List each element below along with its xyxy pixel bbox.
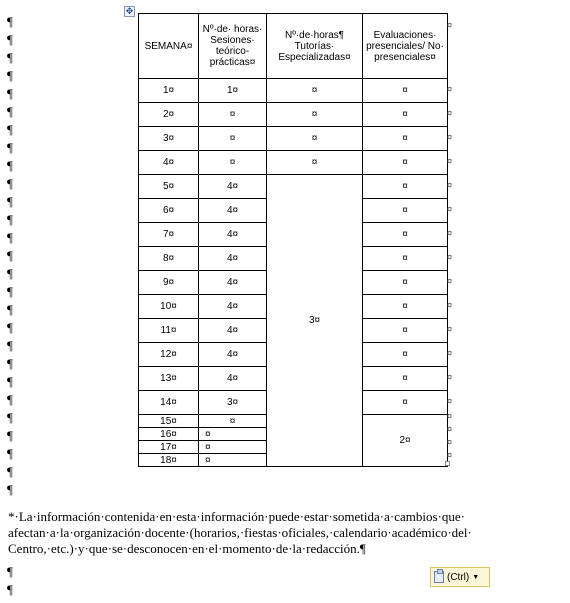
pilcrow: ¶ bbox=[7, 86, 13, 101]
table-resize-handle[interactable] bbox=[445, 461, 450, 466]
cell-semana[interactable]: 5¤ bbox=[139, 175, 199, 199]
pilcrow: ¶ bbox=[7, 248, 13, 263]
pilcrow: ¶ bbox=[7, 32, 13, 47]
cell-evaluaciones[interactable]: ¤ bbox=[363, 199, 448, 223]
cell-horas[interactable]: 4¤ bbox=[199, 247, 267, 271]
cell-evaluaciones[interactable]: ¤ bbox=[363, 103, 448, 127]
pilcrow: ¶ bbox=[7, 266, 13, 281]
cell-semana[interactable]: 11¤ bbox=[139, 319, 199, 343]
end-of-row-mark: ¤ bbox=[447, 450, 453, 460]
pilcrow: ¶ bbox=[7, 68, 13, 83]
pilcrow: ¶ bbox=[7, 302, 13, 317]
cell-horas[interactable]: 3¤ bbox=[199, 391, 267, 415]
pilcrow: ¶ bbox=[7, 582, 13, 597]
cell-semana[interactable]: 18¤ bbox=[139, 454, 199, 467]
end-of-row-mark: ¤ bbox=[447, 411, 453, 421]
pilcrow: ¶ bbox=[7, 14, 13, 29]
end-of-row-mark: ¤ bbox=[447, 300, 453, 310]
pilcrow: ¶ bbox=[7, 464, 13, 479]
end-of-row-mark: ¤ bbox=[447, 437, 453, 447]
end-of-row-mark: ¤ bbox=[447, 132, 453, 142]
cell-horas[interactable]: 4¤ bbox=[199, 319, 267, 343]
paste-options-label: (Ctrl) bbox=[447, 571, 470, 583]
pilcrow: ¶ bbox=[7, 104, 13, 119]
end-of-row-mark: ¤ bbox=[447, 156, 453, 166]
table-row bbox=[139, 79, 448, 103]
cell-horas[interactable]: 4¤ bbox=[199, 175, 267, 199]
end-of-row-mark: ¤ bbox=[447, 108, 453, 118]
cell-semana[interactable]: 1¤ bbox=[139, 79, 199, 103]
cell-evaluaciones[interactable]: ¤ bbox=[363, 319, 448, 343]
cell-horas[interactable]: 4¤ bbox=[199, 343, 267, 367]
end-of-row-mark: ¤ bbox=[447, 396, 453, 406]
end-of-row-mark: ¤ bbox=[447, 204, 453, 214]
pilcrow: ¶ bbox=[7, 320, 13, 335]
cell-horas[interactable]: 4¤ bbox=[199, 223, 267, 247]
pilcrow: ¶ bbox=[7, 564, 13, 579]
cell-horas[interactable]: 1¤ bbox=[199, 79, 267, 103]
schedule-table bbox=[138, 13, 448, 467]
cell-tutorias[interactable]: ¤ bbox=[267, 127, 363, 151]
table-row bbox=[139, 175, 448, 199]
pilcrow: ¶ bbox=[7, 356, 13, 371]
pilcrow: ¶ bbox=[7, 338, 13, 353]
cell-semana[interactable]: 7¤ bbox=[139, 223, 199, 247]
cell-horas[interactable]: ¤ bbox=[199, 415, 267, 428]
cell-semana[interactable]: 9¤ bbox=[139, 271, 199, 295]
cell-horas[interactable]: ¤ bbox=[199, 127, 267, 151]
pilcrow: ¶ bbox=[7, 194, 13, 209]
cell-horas[interactable]: 4¤ bbox=[199, 367, 267, 391]
disclaimer-note: *·La·información·contenida·en·esta·información·puede·estar·sometida·a·cambios·que· afectan·a·la·organización·docente·(horarios,·fiestas·oficiales,·calendario·académico·del· Centro,·etc.)·y·que·se·desconocen·en·el·momento·de·la·redacción.¶ bbox=[8, 509, 472, 556]
clipboard-icon bbox=[434, 571, 444, 583]
cell-tutorias[interactable]: ¤ bbox=[267, 103, 363, 127]
cell-semana[interactable]: 12¤ bbox=[139, 343, 199, 367]
cell-semana[interactable]: 8¤ bbox=[139, 247, 199, 271]
cell-semana[interactable]: 17¤ bbox=[139, 441, 199, 454]
end-of-row-mark: ¤ bbox=[447, 372, 453, 382]
cell-tutorias[interactable]: ¤ bbox=[267, 79, 363, 103]
end-of-row-mark: ¤ bbox=[447, 252, 453, 262]
cell-semana[interactable]: 4¤ bbox=[139, 151, 199, 175]
end-of-row-mark: ¤ bbox=[447, 276, 453, 286]
end-of-row-mark: ¤ bbox=[447, 324, 453, 334]
cell-evaluaciones[interactable]: ¤ bbox=[363, 127, 448, 151]
pilcrow: ¶ bbox=[7, 410, 13, 425]
cell-horas[interactable]: ¤ bbox=[199, 441, 267, 454]
cell-semana[interactable]: 16¤ bbox=[139, 428, 199, 441]
end-of-row-mark: ¤ bbox=[447, 228, 453, 238]
pilcrow: ¶ bbox=[7, 392, 13, 407]
cell-horas[interactable]: 4¤ bbox=[199, 295, 267, 319]
cell-semana[interactable]: 6¤ bbox=[139, 199, 199, 223]
cell-tutorias[interactable]: ¤ bbox=[267, 151, 363, 175]
cell-evaluaciones[interactable]: ¤ bbox=[363, 367, 448, 391]
table-row bbox=[139, 127, 448, 151]
header-evaluaciones[interactable]: Evaluaciones· presenciales/ No· presenciales¤ bbox=[363, 14, 448, 79]
end-of-row-mark: ¤ bbox=[447, 84, 453, 94]
pilcrow: ¶ bbox=[7, 482, 13, 497]
pilcrow: ¶ bbox=[7, 158, 13, 173]
header-semana[interactable]: SEMANA¤ bbox=[139, 14, 199, 79]
cell-evaluaciones[interactable]: ¤ bbox=[363, 343, 448, 367]
pilcrow: ¶ bbox=[7, 50, 13, 65]
cell-semana[interactable]: 15¤ bbox=[139, 415, 199, 428]
cell-horas[interactable]: 4¤ bbox=[199, 271, 267, 295]
pilcrow: ¶ bbox=[7, 212, 13, 227]
cell-evaluaciones[interactable]: ¤ bbox=[363, 391, 448, 415]
end-of-row-mark: ¤ bbox=[447, 424, 453, 434]
cell-semana[interactable]: 10¤ bbox=[139, 295, 199, 319]
pilcrow: ¶ bbox=[7, 428, 13, 443]
cell-evaluaciones[interactable]: ¤ bbox=[363, 271, 448, 295]
paste-options-button[interactable] bbox=[430, 567, 490, 587]
pilcrow: ¶ bbox=[7, 374, 13, 389]
header-horas-sesiones[interactable]: Nº·de· horas· Sesiones· teórico- prácticas¤ bbox=[199, 14, 267, 79]
cell-semana[interactable]: 3¤ bbox=[139, 127, 199, 151]
end-of-row-mark: ¤ bbox=[447, 20, 453, 30]
pilcrow: ¶ bbox=[7, 230, 13, 245]
cell-evaluaciones[interactable]: ¤ bbox=[363, 247, 448, 271]
cell-horas[interactable]: ¤ bbox=[199, 454, 267, 467]
cell-evaluaciones[interactable]: ¤ bbox=[363, 79, 448, 103]
cell-semana[interactable]: 2¤ bbox=[139, 103, 199, 127]
pilcrow: ¶ bbox=[7, 122, 13, 137]
cell-horas[interactable]: 4¤ bbox=[199, 199, 267, 223]
cell-horas[interactable]: ¤ bbox=[199, 103, 267, 127]
pilcrow: ¶ bbox=[7, 176, 13, 191]
cell-evaluaciones[interactable]: ¤ bbox=[363, 175, 448, 199]
cell-horas[interactable]: ¤ bbox=[199, 151, 267, 175]
cell-evaluaciones-merged[interactable]: 2¤ bbox=[363, 415, 448, 467]
cell-evaluaciones[interactable]: ¤ bbox=[363, 151, 448, 175]
cell-evaluaciones[interactable]: ¤ bbox=[363, 223, 448, 247]
pilcrow: ¶ bbox=[7, 284, 13, 299]
table-row bbox=[139, 151, 448, 175]
cell-evaluaciones[interactable]: ¤ bbox=[363, 295, 448, 319]
end-of-row-mark: ¤ bbox=[447, 180, 453, 190]
dropdown-arrow-icon: ▼ bbox=[472, 573, 480, 581]
table-header-row bbox=[139, 14, 448, 79]
table-row bbox=[139, 103, 448, 127]
cell-semana[interactable]: 13¤ bbox=[139, 367, 199, 391]
cell-semana[interactable]: 14¤ bbox=[139, 391, 199, 415]
move-handle-icon[interactable]: ✥ bbox=[125, 6, 134, 16]
pilcrow: ¶ bbox=[7, 140, 13, 155]
cell-horas[interactable]: ¤ bbox=[199, 428, 267, 441]
pilcrow: ¶ bbox=[7, 446, 13, 461]
header-horas-tutorias[interactable]: Nº·de·horas¶ Tutorías· Especializadas¤ bbox=[267, 14, 363, 79]
end-of-row-mark: ¤ bbox=[447, 348, 453, 358]
cell-tutorias-merged[interactable]: 3¤ bbox=[267, 175, 363, 467]
